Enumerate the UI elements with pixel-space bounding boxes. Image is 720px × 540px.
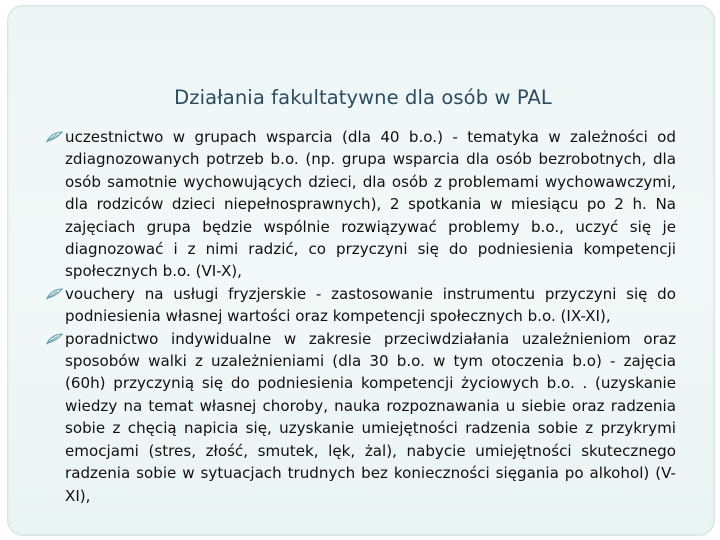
- slide-title: Działania fakultatywne dla osób w PAL: [174, 86, 552, 109]
- feather-icon: [46, 333, 63, 345]
- bullet-item: [44, 328, 676, 507]
- feather-icon: [46, 288, 63, 300]
- bullet-text: uczestnictwo w grupach wsparcia (dla 40 b.o.) - tematyka w zależności od zdiagnozowanych potrzeb b.o. (np. grupa wsparcia dla osób bezrobotnych, dla osób samotnie wychowujących dzieci, dla osób z problemami wychowawczymi, dla rodziców dzieci niepełnosprawnych), 2 spotkania w miesiącu po 2 h. Na zajęciach grupa będzie wspólnie rozwiązywać problemy b.o., uczyć się je diagnozować i z nimi radzić, co przyczyni się do podniesienia kompetencji społecznych b.o. (VI-X),: [65, 128, 676, 281]
- bullet-text: vouchery na usługi fryzjerskie - zastosowanie instrumentu przyczyni się do podniesienia własnej wartości oraz kompetencji społecznych b.o. (IX-XI),: [65, 284, 676, 326]
- bullet-text: poradnictwo indywidualne w zakresie przeciwdziałania uzależnieniom oraz sposobów walki z uzależnieniami (dla 30 b.o. w tym otoczenia b.o) - zajęcia (60h) przyczynią się do podniesienia kompetencji życiowych b.o. . (uzyskanie wiedzy na temat własnej choroby, nauka rozpoznawania u siebie oraz radzenia sobie z chęcią napicia się, uzyskanie umiejętności radzenia sobie z przykrymi emocjami (stres, złość, smutek, lęk, żal), nabycie umiejętności skutecznego radzenia sobie w sytuacjach trudnych bez konieczności sięgania po alkohol) (V-XI),: [65, 329, 676, 505]
- feather-icon: [46, 131, 63, 143]
- bullet-list: [44, 126, 676, 507]
- bullet-item: [44, 126, 676, 283]
- bullet-item: [44, 283, 676, 328]
